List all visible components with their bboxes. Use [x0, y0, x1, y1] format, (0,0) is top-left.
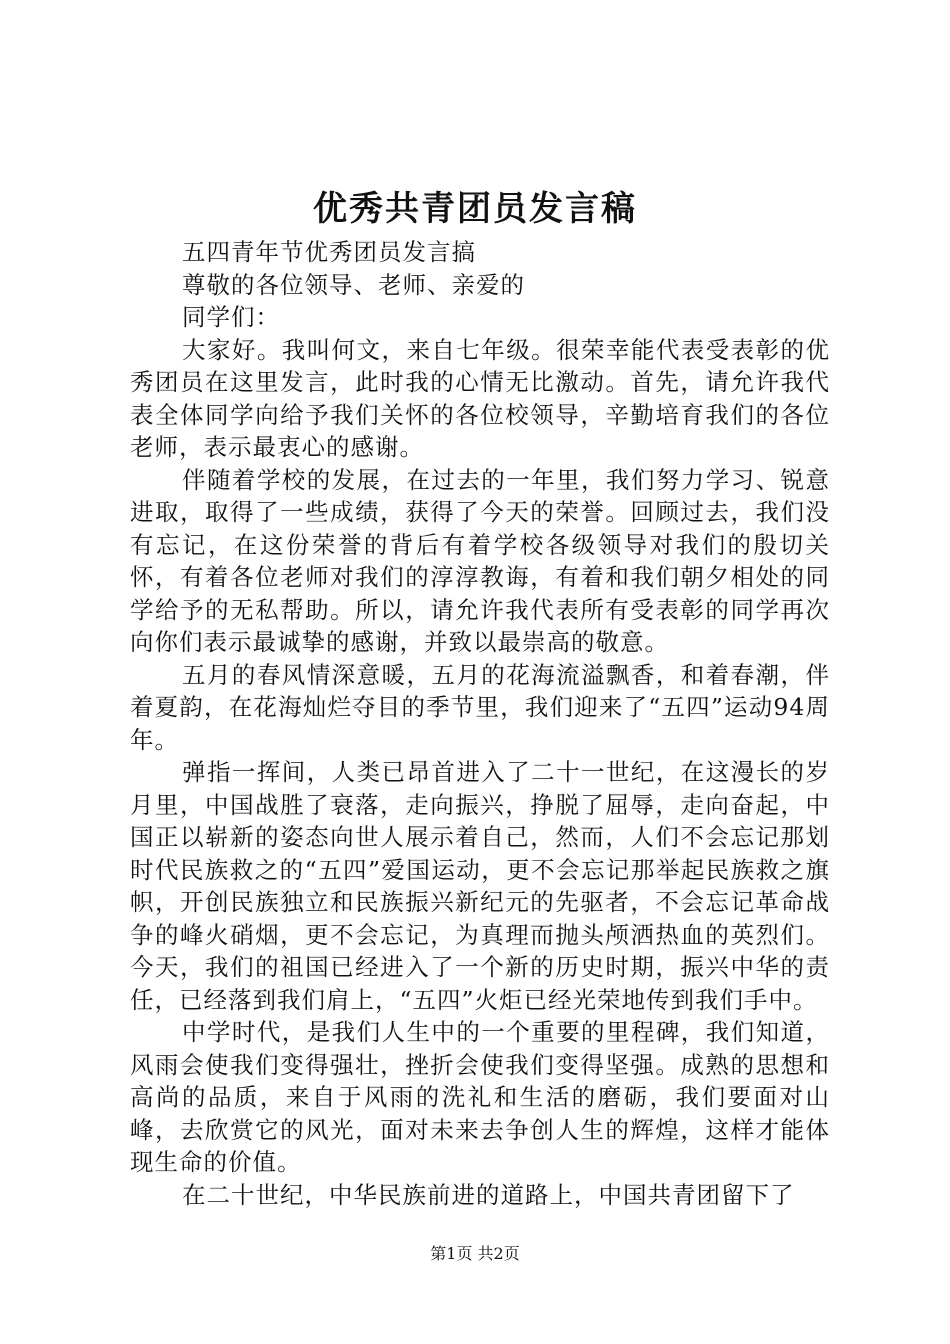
paragraph-history: 弹指一挥间，人类已昂首进入了二十一世纪，在这漫长的岁月里，中国战胜了衰落，走向振兴，挣脱了屈辱，走向奋起，中国正以崭新的姿态向世人展示着自己，然而，人们不会忘记那划时代民族救之的“五四”爱国运动，更不会忘记那举起民族救之旗帜，开创民族独立和民族振兴新纪元的先驱者，不会忘记革命战争的峰火硝烟，更不会忘记，为真理而抛头颅洒热血的英烈们。今天，我们的祖国已经进入了一个新的历史时期，振兴中华的责任，已经落到我们肩上，“五四”火炬已经光荣地传到我们手中。	[130, 758, 830, 1014]
document-title: 优秀共青团员发言稿	[313, 189, 637, 229]
paragraph-greeting: 大家好。我叫何文，来自七年级。很荣幸能代表受表彰的优秀团员在这里发言，此时我的心情无比激动。首先，请允许我代表全体同学向给予我们关怀的各位校领导，辛勤培育我们的各位老师，表示最衷心的感谢。	[130, 335, 830, 461]
paragraph-achievements: 伴随着学校的发展，在过去的一年里，我们努力学习、锐意进取，取得了一些成绩，获得了今天的荣誉。回顾过去，我们没有忘记，在这份荣誉的背后有着学校各级领导对我们的殷切关怀，有着各位老师对我们的淳淳教诲，有着和我们朝夕相处的同学给予的无私帮助。所以，请允许我代表所有受表彰的同学再次向你们表示最诚挚的感谢，并致以最崇高的敬意。	[130, 465, 830, 656]
paragraph-school-years: 中学时代，是我们人生中的一个重要的里程碑，我们知道，风雨会使我们变得强壮，挫折会使我们变得坚强。成熟的思想和高尚的品质，来自于风雨的洗礼和生活的磨砺，我们要面对山峰，去欣赏它的风光，面对未来去争创人生的辉煌，这样才能体现生命的价值。	[130, 1018, 830, 1176]
page-number-footer: 第1页 共2页	[430, 1244, 520, 1263]
salutation-line-1: 尊敬的各位领导、老师、亲爱的	[182, 270, 525, 299]
paragraph-may-fourth: 五月的春风情深意暖，五月的花海流溢飘香，和着春潮，伴着夏韵，在花海灿烂夺目的季节里，我们迎来了“五四”运动94周年。	[130, 660, 830, 754]
salutation-line-2: 同学们：	[182, 303, 280, 331]
speech-subtitle: 五四青年节优秀团员发言搞	[182, 238, 476, 266]
document-body	[130, 236, 830, 1211]
paragraph-youth-league: 在二十世纪，中华民族前进的道路上，中国共青团留下了	[182, 1180, 795, 1209]
